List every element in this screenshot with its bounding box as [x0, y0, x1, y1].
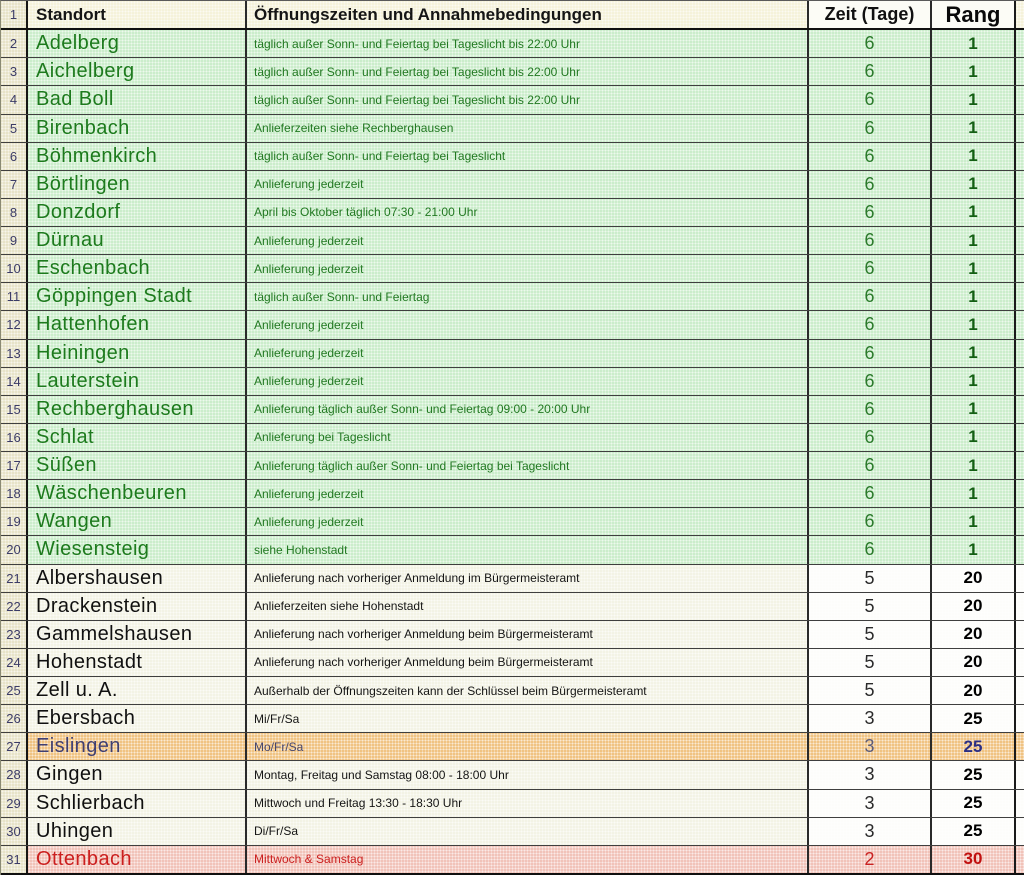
table-row — [1, 818, 1024, 846]
row-number[interactable]: 13 — [1, 340, 28, 367]
rang-cell[interactable]: 20 — [932, 649, 1016, 676]
rang-cell[interactable]: 1 — [932, 368, 1016, 395]
zeit-cell[interactable]: 6 — [809, 86, 932, 113]
zeit-cell[interactable]: 6 — [809, 227, 932, 254]
col-header-oeffnungszeiten[interactable]: Öffnungszeiten und Annahmebedingungen — [247, 1, 809, 28]
zeit-cell[interactable]: 6 — [809, 508, 932, 535]
info-cell[interactable]: Anlieferung jederzeit — [247, 508, 809, 535]
row-number[interactable]: 17 — [1, 452, 28, 479]
standort-cell[interactable]: Birenbach — [28, 115, 247, 142]
table-row — [1, 565, 1024, 593]
zeit-cell[interactable]: 5 — [809, 593, 932, 620]
zeit-cell[interactable]: 3 — [809, 705, 932, 732]
adjacent-column-sliver — [1016, 115, 1024, 142]
rang-cell[interactable]: 1 — [932, 58, 1016, 85]
rang-cell[interactable]: 1 — [932, 536, 1016, 563]
adjacent-column-sliver — [1016, 733, 1024, 760]
rang-cell[interactable]: 20 — [932, 593, 1016, 620]
adjacent-column-sliver — [1016, 30, 1024, 57]
info-cell[interactable]: Mi/Fr/Sa — [247, 705, 809, 732]
adjacent-column-sliver — [1016, 283, 1024, 310]
table-row — [1, 340, 1024, 368]
table-row — [1, 452, 1024, 480]
info-cell[interactable]: Anlieferung jederzeit — [247, 311, 809, 338]
rang-cell[interactable]: 1 — [932, 508, 1016, 535]
row-number[interactable]: 4 — [1, 86, 28, 113]
adjacent-column-sliver — [1016, 846, 1024, 873]
info-cell[interactable]: Außerhalb der Öffnungszeiten kann der Schlüssel beim Bürgermeisteramt — [247, 677, 809, 704]
info-cell[interactable]: Montag, Freitag und Samstag 08:00 - 18:00 Uhr — [247, 761, 809, 788]
standort-cell[interactable]: Gingen — [28, 761, 247, 788]
table-row — [1, 593, 1024, 621]
standort-cell[interactable]: Hohenstadt — [28, 649, 247, 676]
standort-cell[interactable]: Bad Boll — [28, 86, 247, 113]
row-number[interactable]: 25 — [1, 677, 28, 704]
info-cell[interactable]: siehe Hohenstadt — [247, 536, 809, 563]
table-row — [1, 761, 1024, 789]
row-number[interactable]: 16 — [1, 424, 28, 451]
rang-cell[interactable]: 1 — [932, 480, 1016, 507]
rang-cell[interactable]: 1 — [932, 424, 1016, 451]
table-row — [1, 705, 1024, 733]
info-cell[interactable]: Anlieferung jederzeit — [247, 340, 809, 367]
standort-cell[interactable]: Heiningen — [28, 340, 247, 367]
table-row — [1, 508, 1024, 536]
zeit-cell[interactable]: 3 — [809, 733, 932, 760]
zeit-cell[interactable]: 6 — [809, 30, 932, 57]
info-cell[interactable]: Anlieferung jederzeit — [247, 255, 809, 282]
row-number[interactable]: 14 — [1, 368, 28, 395]
zeit-cell[interactable]: 6 — [809, 143, 932, 170]
table-row — [1, 480, 1024, 508]
rang-cell[interactable]: 1 — [932, 199, 1016, 226]
rang-cell[interactable]: 1 — [932, 86, 1016, 113]
zeit-cell[interactable]: 5 — [809, 677, 932, 704]
rang-cell[interactable]: 1 — [932, 227, 1016, 254]
rang-cell[interactable]: 30 — [932, 846, 1016, 873]
row-number[interactable]: 21 — [1, 565, 28, 592]
row-number[interactable]: 11 — [1, 283, 28, 310]
row-number[interactable]: 3 — [1, 58, 28, 85]
table-row — [1, 649, 1024, 677]
adjacent-column-sliver — [1016, 368, 1024, 395]
adjacent-column-sliver — [1016, 396, 1024, 423]
adjacent-column-sliver — [1016, 761, 1024, 788]
standort-cell[interactable]: Zell u. A. — [28, 677, 247, 704]
row-number[interactable]: 9 — [1, 227, 28, 254]
adjacent-column-sliver — [1016, 790, 1024, 817]
row-number[interactable]: 1 — [1, 1, 28, 28]
standort-cell[interactable]: Hattenhofen — [28, 311, 247, 338]
standort-cell[interactable]: Böhmenkirch — [28, 143, 247, 170]
standort-cell[interactable]: Donzdorf — [28, 199, 247, 226]
row-number[interactable]: 23 — [1, 621, 28, 648]
info-cell[interactable]: täglich außer Sonn- und Feiertag bei Tageslicht — [247, 143, 809, 170]
adjacent-column-sliver — [1016, 86, 1024, 113]
adjacent-column-sliver — [1016, 424, 1024, 451]
info-cell[interactable]: Di/Fr/Sa — [247, 818, 809, 845]
info-cell[interactable]: Mittwoch & Samstag — [247, 846, 809, 873]
zeit-cell[interactable]: 6 — [809, 536, 932, 563]
standort-cell[interactable]: Uhingen — [28, 818, 247, 845]
row-number[interactable]: 27 — [1, 733, 28, 760]
zeit-cell[interactable]: 6 — [809, 255, 932, 282]
rang-cell[interactable]: 1 — [932, 283, 1016, 310]
zeit-cell[interactable]: 6 — [809, 171, 932, 198]
row-number[interactable]: 24 — [1, 649, 28, 676]
table-row — [1, 368, 1024, 396]
rang-cell[interactable]: 20 — [932, 621, 1016, 648]
info-cell[interactable]: Mittwoch und Freitag 13:30 - 18:30 Uhr — [247, 790, 809, 817]
adjacent-column-sliver — [1016, 199, 1024, 226]
row-number[interactable]: 31 — [1, 846, 28, 873]
standort-cell[interactable]: Rechberghausen — [28, 396, 247, 423]
rang-cell[interactable]: 25 — [932, 818, 1016, 845]
zeit-cell[interactable]: 6 — [809, 396, 932, 423]
rang-cell[interactable]: 25 — [932, 733, 1016, 760]
row-number[interactable]: 29 — [1, 790, 28, 817]
zeit-cell[interactable]: 3 — [809, 790, 932, 817]
standort-cell[interactable]: Wiesensteig — [28, 536, 247, 563]
standort-cell[interactable]: Lauterstein — [28, 368, 247, 395]
info-cell[interactable]: Anlieferung jederzeit — [247, 227, 809, 254]
zeit-cell[interactable]: 6 — [809, 480, 932, 507]
info-cell[interactable]: April bis Oktober täglich 07:30 - 21:00 Uhr — [247, 199, 809, 226]
info-cell[interactable]: Anlieferung jederzeit — [247, 368, 809, 395]
info-cell[interactable]: Anlieferung nach vorheriger Anmeldung beim Bürgermeisteramt — [247, 649, 809, 676]
info-cell[interactable]: täglich außer Sonn- und Feiertag bei Tageslicht bis 22:00 Uhr — [247, 58, 809, 85]
info-cell[interactable]: täglich außer Sonn- und Feiertag bei Tageslicht bis 22:00 Uhr — [247, 30, 809, 57]
standort-cell[interactable]: Göppingen Stadt — [28, 283, 247, 310]
zeit-cell[interactable]: 6 — [809, 283, 932, 310]
adjacent-column-sliver — [1016, 705, 1024, 732]
standort-cell[interactable]: Ottenbach — [28, 846, 247, 873]
table-row — [1, 283, 1024, 311]
table-row — [1, 58, 1024, 86]
adjacent-column-sliver — [1016, 818, 1024, 845]
row-number[interactable]: 18 — [1, 480, 28, 507]
zeit-cell[interactable]: 5 — [809, 565, 932, 592]
table-row — [1, 115, 1024, 143]
table-row — [1, 143, 1024, 171]
adjacent-column-sliver — [1016, 452, 1024, 479]
adjacent-column-sliver — [1016, 311, 1024, 338]
zeit-cell[interactable]: 6 — [809, 452, 932, 479]
rang-cell[interactable]: 25 — [932, 790, 1016, 817]
standort-cell[interactable]: Eschenbach — [28, 255, 247, 282]
zeit-cell[interactable]: 6 — [809, 424, 932, 451]
info-cell[interactable]: Anlieferung jederzeit — [247, 480, 809, 507]
adjacent-column-sliver — [1016, 58, 1024, 85]
zeit-cell[interactable]: 5 — [809, 621, 932, 648]
table-row — [1, 255, 1024, 283]
standort-cell[interactable]: Wäschenbeuren — [28, 480, 247, 507]
standort-cell[interactable]: Schlierbach — [28, 790, 247, 817]
rang-cell[interactable]: 1 — [932, 340, 1016, 367]
info-cell[interactable]: Anlieferung bei Tageslicht — [247, 424, 809, 451]
zeit-cell[interactable]: 6 — [809, 340, 932, 367]
adjacent-column-sliver — [1016, 565, 1024, 592]
rang-cell[interactable]: 25 — [932, 705, 1016, 732]
rang-cell[interactable]: 1 — [932, 115, 1016, 142]
standort-cell[interactable]: Aichelberg — [28, 58, 247, 85]
zeit-cell[interactable]: 6 — [809, 199, 932, 226]
info-cell[interactable]: Anlieferzeiten siehe Hohenstadt — [247, 593, 809, 620]
rang-cell[interactable]: 1 — [932, 143, 1016, 170]
standort-cell[interactable]: Süßen — [28, 452, 247, 479]
standort-cell[interactable]: Schlat — [28, 424, 247, 451]
info-cell[interactable]: Anlieferung nach vorheriger Anmeldung im Bürgermeisteramt — [247, 565, 809, 592]
info-cell[interactable]: täglich außer Sonn- und Feiertag — [247, 283, 809, 310]
adjacent-column-sliver — [1016, 227, 1024, 254]
zeit-cell[interactable]: 6 — [809, 58, 932, 85]
table-row — [1, 536, 1024, 564]
row-number[interactable]: 28 — [1, 761, 28, 788]
adjacent-column-sliver — [1016, 255, 1024, 282]
standort-cell[interactable]: Albershausen — [28, 565, 247, 592]
col-header-rang[interactable]: Rang — [932, 1, 1016, 28]
table-row — [1, 396, 1024, 424]
adjacent-column-sliver — [1016, 649, 1024, 676]
table-row — [1, 199, 1024, 227]
rang-cell[interactable]: 1 — [932, 311, 1016, 338]
zeit-cell[interactable]: 3 — [809, 761, 932, 788]
standort-cell[interactable]: Börtlingen — [28, 171, 247, 198]
adjacent-column-sliver — [1016, 677, 1024, 704]
table-row — [1, 621, 1024, 649]
row-number[interactable]: 26 — [1, 705, 28, 732]
adjacent-column-sliver — [1016, 1, 1024, 28]
info-cell[interactable]: Anlieferzeiten siehe Rechberghausen — [247, 115, 809, 142]
standort-cell[interactable]: Wangen — [28, 508, 247, 535]
row-number[interactable]: 12 — [1, 311, 28, 338]
row-number[interactable]: 19 — [1, 508, 28, 535]
table-row — [1, 171, 1024, 199]
rang-cell[interactable]: 1 — [932, 171, 1016, 198]
standort-cell[interactable]: Drackenstein — [28, 593, 247, 620]
row-number[interactable]: 7 — [1, 171, 28, 198]
standort-cell[interactable]: Eislingen — [28, 733, 247, 760]
row-number[interactable]: 22 — [1, 593, 28, 620]
row-number[interactable]: 6 — [1, 143, 28, 170]
rang-cell[interactable]: 1 — [932, 452, 1016, 479]
rang-cell[interactable]: 20 — [932, 565, 1016, 592]
adjacent-column-sliver — [1016, 340, 1024, 367]
table-row — [1, 424, 1024, 452]
info-cell[interactable]: Anlieferung jederzeit — [247, 171, 809, 198]
table-row — [1, 733, 1024, 761]
table-row — [1, 30, 1024, 58]
row-number[interactable]: 15 — [1, 396, 28, 423]
zeit-cell[interactable]: 6 — [809, 115, 932, 142]
zeit-cell[interactable]: 5 — [809, 649, 932, 676]
standort-cell[interactable]: Ebersbach — [28, 705, 247, 732]
info-cell[interactable]: täglich außer Sonn- und Feiertag bei Tageslicht bis 22:00 Uhr — [247, 86, 809, 113]
row-number[interactable]: 5 — [1, 115, 28, 142]
table-row — [1, 846, 1024, 875]
rang-cell[interactable]: 1 — [932, 255, 1016, 282]
standort-cell[interactable]: Gammelshausen — [28, 621, 247, 648]
adjacent-column-sliver — [1016, 508, 1024, 535]
row-number[interactable]: 30 — [1, 818, 28, 845]
table-row — [1, 677, 1024, 705]
adjacent-column-sliver — [1016, 171, 1024, 198]
info-cell[interactable]: Anlieferung nach vorheriger Anmeldung beim Bürgermeisteramt — [247, 621, 809, 648]
adjacent-column-sliver — [1016, 143, 1024, 170]
row-number[interactable]: 20 — [1, 536, 28, 563]
adjacent-column-sliver — [1016, 621, 1024, 648]
header-row — [1, 1, 1024, 30]
zeit-cell[interactable]: 6 — [809, 368, 932, 395]
col-header-standort[interactable]: Standort — [28, 1, 247, 28]
table-row — [1, 790, 1024, 818]
info-cell[interactable]: Anlieferung täglich außer Sonn- und Feiertag 09:00 - 20:00 Uhr — [247, 396, 809, 423]
zeit-cell[interactable]: 3 — [809, 818, 932, 845]
table-row — [1, 227, 1024, 255]
col-header-zeit[interactable]: Zeit (Tage) — [809, 1, 932, 28]
rang-cell[interactable]: 1 — [932, 396, 1016, 423]
table-row — [1, 311, 1024, 339]
row-number[interactable]: 8 — [1, 199, 28, 226]
rang-cell[interactable]: 1 — [932, 30, 1016, 57]
adjacent-column-sliver — [1016, 480, 1024, 507]
info-cell[interactable]: Mo/Fr/Sa — [247, 733, 809, 760]
row-number[interactable]: 2 — [1, 30, 28, 57]
standort-cell[interactable]: Adelberg — [28, 30, 247, 57]
rang-cell[interactable]: 20 — [932, 677, 1016, 704]
adjacent-column-sliver — [1016, 536, 1024, 563]
rang-cell[interactable]: 25 — [932, 761, 1016, 788]
zeit-cell[interactable]: 2 — [809, 846, 932, 873]
info-cell[interactable]: Anlieferung täglich außer Sonn- und Feiertag bei Tageslicht — [247, 452, 809, 479]
standort-cell[interactable]: Dürnau — [28, 227, 247, 254]
table-row — [1, 86, 1024, 114]
row-number[interactable]: 10 — [1, 255, 28, 282]
zeit-cell[interactable]: 6 — [809, 311, 932, 338]
adjacent-column-sliver — [1016, 593, 1024, 620]
